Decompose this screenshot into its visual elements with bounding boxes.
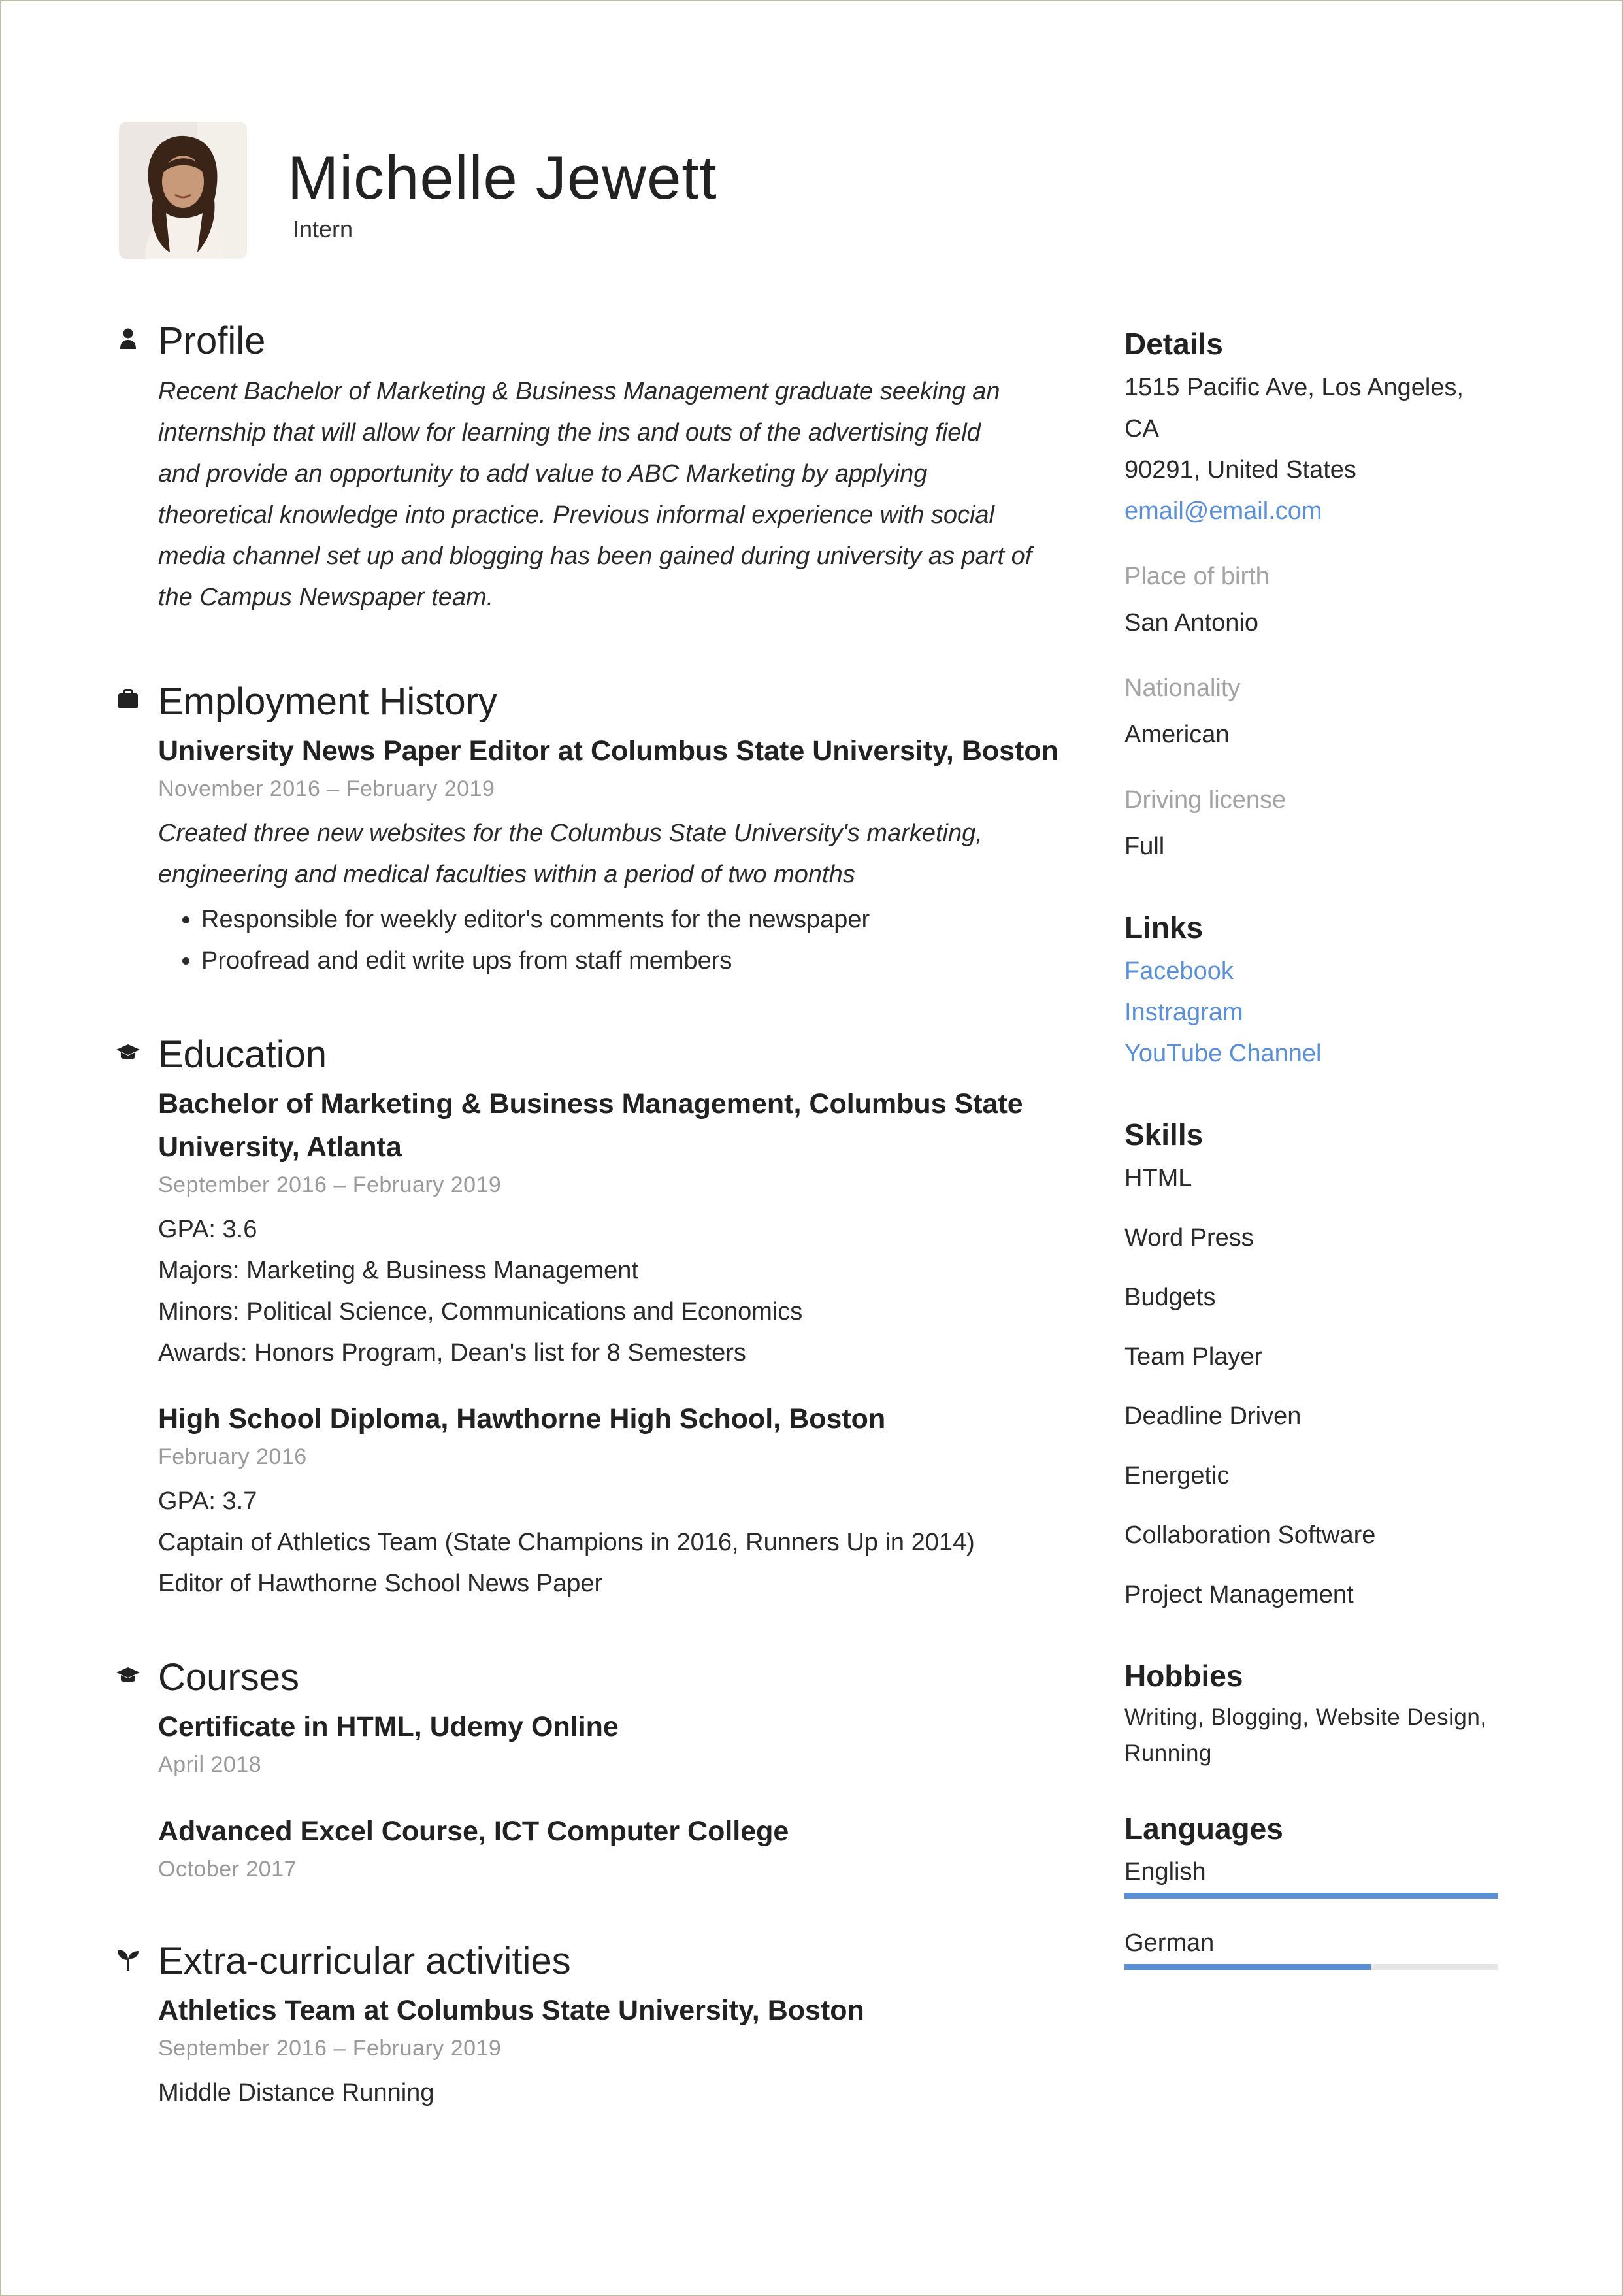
facebook-link[interactable]: Facebook [1124, 957, 1234, 985]
profile-photo [119, 122, 247, 259]
main-column [115, 314, 1062, 2114]
hobbies-text [1124, 1699, 1503, 1771]
activity-detail: Middle Distance Running [158, 2079, 434, 2106]
skill-item: Word Press [1124, 1224, 1254, 1252]
profile-line: media channel set up and blogging has been gained during university as part of [158, 542, 1032, 570]
driving-license-value: Full [1124, 833, 1165, 860]
education-detail: GPA: 3.7 [158, 1488, 257, 1515]
education-section [115, 1027, 1062, 1605]
side-column [1124, 320, 1503, 1970]
employment-section [115, 674, 1062, 982]
skill-item: Energetic [1124, 1462, 1230, 1489]
language-level-fill [1124, 1893, 1498, 1899]
hobbies-heading: Hobbies [1124, 1659, 1243, 1693]
course-title: Certificate in HTML, Udemy Online [158, 1711, 619, 1742]
profile-line: theoretical knowledge into practice. Previous informal experience with social [158, 501, 994, 529]
job-description [158, 813, 1062, 895]
candidate-name: Michelle Jewett [287, 143, 717, 212]
section-title-courses: Courses [158, 1656, 299, 1699]
sprout-icon [115, 1946, 141, 1972]
job-title: Intern [293, 216, 353, 242]
education-dates: September 2016 – February 2019 [158, 1173, 502, 1197]
place-of-birth-label: Place of birth [1124, 563, 1270, 590]
address-line: 90291, United States [1124, 456, 1356, 484]
courses-section [115, 1650, 1062, 1886]
briefcase-icon [115, 686, 141, 712]
email-link[interactable]: email@email.com [1124, 497, 1322, 525]
profile-line: and provide an opportunity to add value to ABC Marketing by applying [158, 460, 928, 488]
education-details [158, 1481, 1062, 1605]
education-entry-title: High School Diploma, Hawthorne High School, Boston [158, 1403, 886, 1435]
course-dates: April 2018 [158, 1752, 262, 1777]
person-icon [115, 325, 141, 352]
education-details [158, 1209, 1062, 1374]
education-dates: February 2016 [158, 1444, 307, 1469]
job-dates: November 2016 – February 2019 [158, 776, 495, 801]
section-title-extracurricular: Extra-curricular activities [158, 1940, 571, 1982]
education-detail: Captain of Athletics Team (State Champions in 2016, Runners Up in 2014) [158, 1529, 975, 1556]
skill-item: Team Player [1124, 1343, 1263, 1371]
education-title-line: Bachelor of Marketing & Business Management, Columbus State [158, 1088, 1023, 1120]
education-title-line: University, Atlanta [158, 1131, 402, 1163]
profile-summary [158, 371, 1062, 618]
hobbies-line: Running [1124, 1740, 1212, 1766]
list-item: • Proofread and edit write ups from staff members [201, 940, 1062, 982]
activity-dates: September 2016 – February 2019 [158, 2036, 502, 2061]
language-level-bar [1124, 1893, 1498, 1899]
course-dates: October 2017 [158, 1857, 297, 1882]
links-heading: Links [1124, 910, 1204, 944]
education-detail: Editor of Hawthorne School News Paper [158, 1570, 603, 1597]
address-line: 1515 Pacific Ave, Los Angeles, CA [1124, 374, 1464, 442]
course-title: Advanced Excel Course, ICT Computer College [158, 1816, 789, 1847]
skill-item: Collaboration Software [1124, 1522, 1376, 1549]
nationality-value: American [1124, 721, 1230, 748]
job-bullets [158, 899, 1062, 982]
skill-item: Deadline Driven [1124, 1403, 1302, 1430]
portrait-image [119, 122, 247, 259]
education-entry-title [158, 1082, 1062, 1169]
education-detail: Minors: Political Science, Communications and Economics [158, 1298, 803, 1325]
languages-heading: Languages [1124, 1812, 1283, 1846]
graduation-cap-icon [115, 1662, 141, 1688]
skill-item: Project Management [1124, 1581, 1354, 1608]
section-title-profile: Profile [158, 320, 266, 362]
job-title-entry: University News Paper Editor at Columbus State University, Boston [158, 735, 1058, 767]
profile-section [115, 314, 1062, 618]
language-level-fill [1124, 1964, 1371, 1970]
skills-heading: Skills [1124, 1118, 1204, 1152]
youtube-link[interactable]: YouTube Channel [1124, 1040, 1322, 1067]
education-detail: Majors: Marketing & Business Management [158, 1257, 638, 1284]
skill-item: HTML [1124, 1165, 1192, 1192]
activity-title: Athletics Team at Columbus State University, Boston [158, 1995, 864, 2026]
job-description-line: engineering and medical faculties within a period of two months [158, 861, 855, 888]
profile-line: Recent Bachelor of Marketing & Business Management graduate seeking an [158, 378, 1000, 405]
driving-license-label: Driving license [1124, 786, 1287, 814]
language-level-bar [1124, 1964, 1498, 1970]
profile-line: the Campus Newspaper team. [158, 584, 494, 611]
language-name: German [1124, 1929, 1215, 1957]
hobbies-line: Writing, Blogging, Website Design, [1124, 1705, 1487, 1730]
profile-line: internship that will allow for learning the ins and outs of the advertising field [158, 419, 981, 446]
extracurricular-section [115, 1934, 1062, 2114]
section-title-employment: Employment History [158, 680, 497, 723]
language-name: English [1124, 1858, 1206, 1886]
education-detail: Awards: Honors Program, Dean's list for 8 Semesters [158, 1339, 746, 1367]
section-title-education: Education [158, 1033, 327, 1076]
graduation-cap-icon [115, 1039, 141, 1065]
details-heading: Details [1124, 327, 1223, 361]
place-of-birth-value: San Antonio [1124, 609, 1258, 637]
instagram-link[interactable]: Instragram [1124, 999, 1243, 1026]
skill-item: Budgets [1124, 1284, 1216, 1311]
job-description-line: Created three new websites for the Columbus State University's marketing, [158, 820, 983, 847]
list-item: • Responsible for weekly editor's comments for the newspaper [201, 899, 1062, 940]
education-detail: GPA: 3.6 [158, 1216, 257, 1243]
nationality-label: Nationality [1124, 674, 1241, 702]
